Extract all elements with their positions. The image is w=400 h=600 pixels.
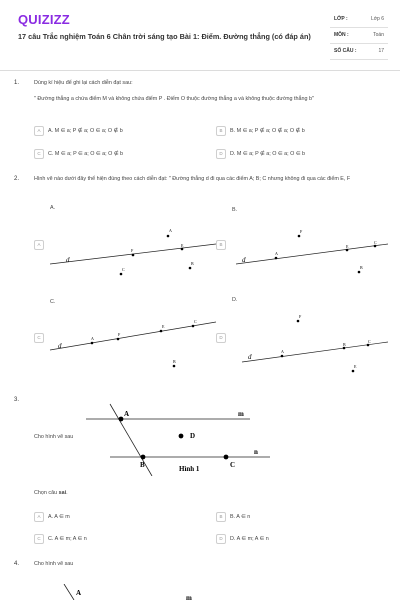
q4-line <box>64 584 74 600</box>
q2b-line-d <box>236 244 388 264</box>
q2c-label-b: B <box>173 359 176 364</box>
q3-label-c: C <box>230 461 236 469</box>
q2-option-a[interactable]: A <box>34 240 48 250</box>
q2b-label-b: B <box>360 265 363 270</box>
q4-label-a: A <box>76 589 82 597</box>
q2d-label-d: d <box>248 353 252 361</box>
q2b-label-d: d <box>242 256 246 264</box>
q2a-label-d: d <box>66 256 70 264</box>
q3-label-d: D <box>190 432 196 440</box>
q2d-label-f: F <box>299 314 302 319</box>
q4-figure <box>60 584 210 600</box>
q4-label-m: m <box>186 594 192 600</box>
q2d-label-c: C <box>368 339 371 344</box>
question-4-number: 4. <box>14 561 20 567</box>
q2d-point-f <box>297 320 300 323</box>
quizizz-logo: QUIZIZZ <box>18 12 70 27</box>
q3-point-c <box>224 455 229 460</box>
q2-option-d[interactable]: D <box>216 333 230 343</box>
q3-line-ab <box>110 404 152 476</box>
q2-option-c[interactable]: C <box>34 333 48 343</box>
q3-caption: Hình 1 <box>179 465 200 473</box>
q3-figure <box>80 400 280 476</box>
q3-point-a <box>119 417 124 422</box>
q3-label-b: B <box>140 461 145 469</box>
q2b-label-e: E <box>346 244 349 249</box>
question-1-text: Dùng kí hiệu để ghi lại cách diễn đạt sau: <box>34 80 133 86</box>
q2c-label-f: F <box>118 332 121 337</box>
question-1-quote: " Đường thẳng a chứa điểm M và không chứa điểm P . Điểm O thuộc đường thẳng a và không thuộc đường thẳng b" <box>34 96 314 102</box>
q2-sub-label-a: A. <box>50 205 56 211</box>
question-3-number: 3. <box>14 397 20 403</box>
q2d-point-b <box>343 347 346 350</box>
q2b-point-f <box>298 235 301 238</box>
q2c-label-a: A <box>91 336 94 341</box>
q3-point-b <box>141 455 146 460</box>
q2-sub-label-b: B. <box>232 207 238 213</box>
q2a-label-a: A <box>169 228 172 233</box>
question-4-lead: Cho hình vẽ sau <box>34 561 74 567</box>
q2d-label-b: B <box>343 342 346 347</box>
q3-label-a: A <box>124 410 130 418</box>
q1-option-a[interactable]: A A. M ∈ a; P ∉ a; O ∈ a; O ∉ b <box>34 126 123 136</box>
q3-label-n: n <box>254 448 258 456</box>
meta-row-class: LỚP : Lớp 6 <box>330 12 388 28</box>
q3-option-a[interactable]: A A. A ∈ m <box>34 512 70 522</box>
q2a-point-a <box>167 235 170 238</box>
q2b-label-c: C <box>374 240 377 245</box>
q2a-point-e <box>181 248 184 251</box>
q3-point-d <box>179 434 184 439</box>
q2-sub-label-c: C. <box>50 299 56 305</box>
q2a-point-c <box>120 273 123 276</box>
q3-option-b[interactable]: B B. A ∈ n <box>216 512 250 522</box>
q2-sub-label-d: D. <box>232 297 238 303</box>
q2-figure-b <box>232 222 392 282</box>
q2d-point-a <box>281 355 284 358</box>
q2c-point-b <box>173 365 176 368</box>
q3-label-m: m <box>238 410 244 418</box>
q3-option-d[interactable]: D D. A ∈ m; A ∈ n <box>216 534 269 544</box>
meta-row-count: SỐ CÂU : 17 <box>330 44 388 60</box>
q2d-line-d <box>242 342 388 362</box>
q2c-label-c: C <box>194 319 197 324</box>
meta-row-subject: MÔN : Toán <box>330 28 388 44</box>
header-divider <box>0 70 400 71</box>
q2c-label-e: E <box>162 324 165 329</box>
question-2-text: Hình vẽ nào dưới đây thể hiện đúng theo cách diễn đạt: " Đường thẳng d đi qua các điểm A; B; C nhưng không đi qua các điểm E, F <box>34 176 351 182</box>
q2a-point-f <box>132 254 135 257</box>
meta-box <box>330 12 388 60</box>
q2d-point-e <box>352 370 355 373</box>
q1-option-c[interactable]: C C. M ∈ a; P ∈ a; O ∈ a; O ∉ b <box>34 149 123 159</box>
q2c-point-c <box>192 325 195 328</box>
page-title: 17 câu Trắc nghiệm Toán 6 Chân trời sáng tạo Bài 1: Điểm. Đường thẳng (có đáp án) <box>18 32 311 41</box>
q2a-point-b <box>189 267 192 270</box>
question-3-lead: Cho hình vẽ sau <box>34 434 74 440</box>
q2b-label-f: F <box>300 229 303 234</box>
q2b-point-c <box>374 245 377 248</box>
q2-figure-a <box>48 222 218 282</box>
q2c-label-d: d <box>58 342 62 350</box>
question-2-number: 2. <box>14 176 20 182</box>
question-3-instruction: Chọn câu sai. <box>34 490 68 496</box>
q2b-label-a: A <box>275 251 278 256</box>
q2d-point-c <box>367 344 370 347</box>
q3-option-c[interactable]: C C. A ∈ m; A ∈ n <box>34 534 87 544</box>
q2c-point-e <box>160 330 163 333</box>
q2d-label-a: A <box>281 349 284 354</box>
q1-option-d[interactable]: D D. M ∈ a; P ∉ a; O ∈ a; O ∈ b <box>216 149 305 159</box>
q1-option-b[interactable]: B B. M ∈ a; P ∉ a; O ∉ a; O ∉ b <box>216 126 305 136</box>
q2a-label-c: C <box>122 267 125 272</box>
q2-figure-d <box>232 312 392 378</box>
q2c-line-d <box>50 322 216 350</box>
q2a-label-e: E <box>181 243 184 248</box>
q2-option-b[interactable]: B <box>216 240 230 250</box>
q2c-point-a <box>91 342 94 345</box>
q2a-label-f: F <box>131 248 134 253</box>
q2b-point-b <box>358 271 361 274</box>
q2a-label-b: B <box>191 261 194 266</box>
q2b-point-a <box>275 257 278 260</box>
q2-figure-c <box>48 316 218 376</box>
question-1-number: 1. <box>14 80 20 86</box>
q2c-point-f <box>117 338 120 341</box>
q2b-point-e <box>346 249 349 252</box>
q2d-label-e: E <box>354 364 357 369</box>
